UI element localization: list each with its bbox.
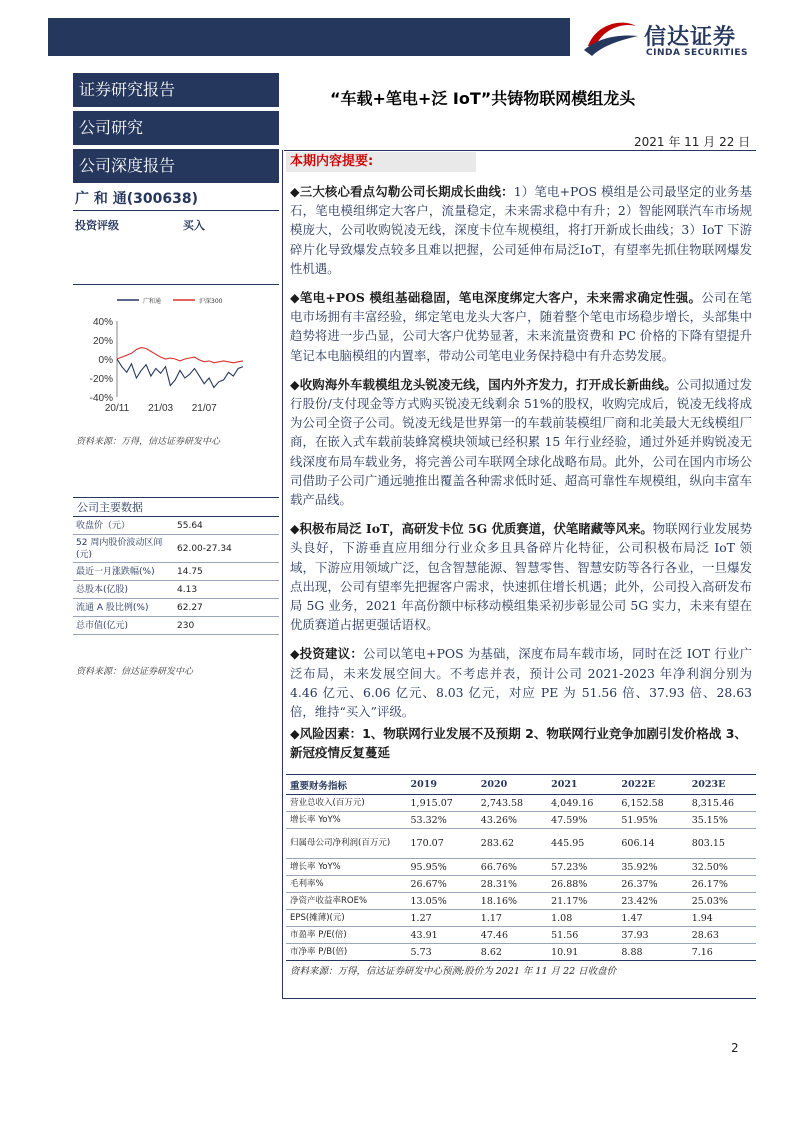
table-cell: 43.26%	[475, 812, 545, 829]
tag-company-research: 公司研究	[73, 111, 279, 145]
key-data-title: 公司主要数据	[73, 497, 279, 517]
content-border-bottom	[282, 998, 756, 999]
table-cell: 47.46	[475, 927, 545, 944]
table-cell-label: EPS(摊薄)(元)	[286, 910, 405, 927]
table-cell: 26.67%	[405, 876, 475, 893]
table-cell: 13.05%	[405, 893, 475, 910]
table-cell: 6,152.58	[615, 795, 685, 812]
table-cell: 53.32%	[405, 812, 475, 829]
risk-factors: ◆风险因素：1、物联网行业发展不及预期 2、物联网行业竞争加剧引发价格战 3、新冠疫情反复蔓延	[290, 726, 747, 760]
paragraph-heading: ◆三大核心看点勾勒公司长期成长曲线：	[290, 184, 514, 199]
paragraph-heading: ◆收购海外车载模组龙头锐凌无线，国内外齐发力，打开成长新曲线。	[290, 376, 677, 392]
table-cell: 25.03%	[686, 893, 756, 910]
table-cell: 1.08	[545, 910, 615, 927]
table-cell-label: 市净率 P/B(倍)	[286, 944, 405, 961]
table-cell: 8,315.46	[686, 795, 756, 812]
table-cell: 28.31%	[475, 876, 545, 893]
paragraph-heading: ◆投资建议：	[290, 646, 363, 662]
series-line	[117, 359, 243, 388]
content-border-left	[282, 150, 283, 998]
table-cell: 51.56	[545, 927, 615, 944]
table-cell: 606.14	[615, 829, 685, 859]
rating-row	[73, 211, 279, 241]
x-tick-label: 20/11	[104, 403, 130, 414]
legend-label: 沪深300	[199, 298, 223, 305]
rating-label: 投资评级	[75, 219, 119, 232]
paragraph-heading: ◆笔电+POS 模组基础稳固，笔电深度绑定大客户，未来需求确定性强。	[290, 290, 702, 306]
key-data-label: 总股本(亿股)	[76, 584, 129, 595]
legend-label: 广和通	[143, 298, 162, 305]
table-cell: 51.95%	[615, 812, 685, 829]
chart-source: 资料来源：万得，信达证券研发中心	[76, 437, 221, 447]
series-line	[117, 348, 243, 363]
key-data-value: 14.75	[177, 566, 203, 577]
y-tick-label: 40%	[92, 317, 113, 328]
table-cell-label: 净资产收益率ROE%	[286, 893, 405, 910]
page-number: 2	[731, 1041, 739, 1055]
key-data-label: 最近一月涨跌幅(%)	[76, 566, 155, 577]
table-cell-label: 毛利率%	[286, 876, 405, 893]
table-cell: 10.91	[545, 944, 615, 961]
summary-heading: 本期内容提要:	[286, 152, 476, 172]
table-row	[286, 944, 756, 961]
table-cell: 1.47	[615, 910, 685, 927]
table-header-cell: 2021	[545, 775, 615, 795]
table-cell: 8.62	[475, 944, 545, 961]
x-tick-label: 21/03	[148, 403, 174, 414]
table-cell: 26.88%	[545, 876, 615, 893]
table-cell: 18.16%	[475, 893, 545, 910]
y-tick-label: 20%	[92, 336, 113, 347]
table-cell: 170.07	[405, 829, 475, 859]
table-cell-label: 市盈率 P/E(倍)	[286, 927, 405, 944]
stock-price-chart	[73, 284, 279, 424]
table-cell: 32.50%	[686, 859, 756, 876]
summary-paragraph	[290, 375, 752, 509]
logo-swoosh-icon	[582, 16, 640, 58]
table-row	[286, 812, 756, 829]
table-header-cell: 2023E	[686, 775, 756, 795]
key-data-row	[73, 581, 279, 599]
key-data-row	[73, 617, 279, 635]
table-cell-label: 归属母公司净利润(百万元)	[286, 829, 405, 859]
key-data-row	[73, 563, 279, 581]
table-cell: 445.95	[545, 829, 615, 859]
key-data-value: 62.00-27.34	[177, 543, 232, 554]
table-cell: 1.17	[475, 910, 545, 927]
x-tick-label: 21/07	[191, 403, 217, 414]
table-cell: 37.93	[615, 927, 685, 944]
table-cell: 1,915.07	[405, 795, 475, 812]
table-cell: 57.23%	[545, 859, 615, 876]
table-cell: 8.88	[615, 944, 685, 961]
report-title: “车载+笔电+泛 IoT”共铸物联网模组龙头	[330, 89, 636, 108]
paragraph-text: 1）笔电+POS 模组是公司最坚定的业务基石，笔电模组绑定大客户，流量稳定，未来需求稳中有升；2）智能网联汽车市场规模庞大，公司收购锐凌无线，深度卡位车规模组，将打开新成长曲线；3）IoT 下游碎片化导致爆发点较多且难以把握，公司延伸布局泛IoT，有望率先抓住物联网爆发性机遇。	[290, 184, 753, 276]
price-chart-svg	[73, 285, 279, 425]
table-row	[286, 829, 756, 859]
key-data-value: 55.64	[177, 520, 203, 531]
key-data-row	[73, 599, 279, 617]
summary-paragraph	[290, 182, 752, 278]
table-cell: 4,049.16	[545, 795, 615, 812]
table-header-cell: 2020	[475, 775, 545, 795]
table-row	[286, 893, 756, 910]
divider	[284, 150, 756, 151]
table-cell: 21.17%	[545, 893, 615, 910]
left-sidebar	[73, 73, 279, 241]
paragraph-text: 物联网行业发展势头良好，下游垂直应用细分行业众多且具备碎片化特征，公司积极布局泛 IoT 领域，下游应用领域广泛，包含智慧能源、智慧零售、智慧安防等各行各业，一旦爆发点出现，公司有望率先把握客户需求，快速抓住增长机遇；此外，公司投入高研发布局 5G 业务，2021 年高份额中标移动模组集采初步彰显公司 5G 实力，未来有望在优质赛道占据更强话语权。	[290, 521, 752, 633]
y-tick-label: -40%	[89, 393, 113, 404]
table-header-cell: 2019	[405, 775, 475, 795]
rating-value: 买入	[182, 219, 205, 232]
table-header-cell: 重要财务指标	[286, 775, 405, 795]
table-cell: 5.73	[405, 944, 475, 961]
table-cell: 1.27	[405, 910, 475, 927]
key-data-label: 流通 A 股比例(%)	[76, 602, 149, 613]
report-date: 2021 年 11 月 22 日	[634, 135, 751, 149]
key-data-value: 4.13	[177, 584, 198, 595]
tag-securities-report: 证券研究报告	[73, 73, 279, 107]
tag-depth-report: 公司深度报告	[73, 149, 279, 183]
table-cell: 1.94	[686, 910, 756, 927]
stock-name: 广 和 通(300638)	[73, 187, 279, 211]
paragraph-text: 公司以笔电+POS 为基础，深度布局车载市场，同时在泛 IOT 行业广泛布局，未来发展空间大。不考虑并表，预计公司 2021-2023 年净利润分别为 4.46 亿元、6.06 亿元、8.03 亿元，对应 PE 为 51.56 倍、37.93 倍、28.63 倍，维持“买入”评级。	[290, 646, 752, 720]
key-data-value: 230	[177, 620, 195, 631]
table-cell: 26.17%	[686, 876, 756, 893]
table-cell: 66.76%	[475, 859, 545, 876]
y-tick-label: 0%	[98, 355, 113, 366]
summary-paragraph	[290, 519, 752, 634]
financial-table	[286, 774, 756, 961]
key-data-row	[73, 517, 279, 535]
table-cell-label: 增长率 YoY%	[286, 859, 405, 876]
key-data-row	[73, 535, 279, 563]
table-cell: 803.15	[686, 829, 756, 859]
table-row	[286, 927, 756, 944]
logo-chinese-text: 信达证券	[644, 25, 737, 50]
table-cell: 2,743.58	[475, 795, 545, 812]
key-data-source: 资料来源：信达证券研发中心	[76, 667, 194, 677]
table-header-row	[286, 775, 756, 795]
paragraph-heading: ◆积极布局泛 IoT，高研发卡位 5G 优质赛道，伏笔睹藏等风来。	[290, 521, 653, 537]
table-cell: 28.63	[686, 927, 756, 944]
paragraph-text: 公司拟通过发行股份/支付现金等方式购买锐凌无线剩余 51%的股权，收购完成后，锐凌无线将成为公司全资子公司。锐凌无线是世界第一的车载前装模组厂商和北美最大无线模组厂商，在嵌入式车载前装蜂窝模块领域已经积累 15 年行业经验，通过外延并购锐凌无线深度布局车载业务，将完善公司车联网全球化战略布局。此外，公司在国内市场公司借助子公司广通远驰推出覆盖各种需求低时延、超高可靠性车规模组，纵向丰富车载产品线。	[290, 376, 752, 508]
table-cell: 26.37%	[615, 876, 685, 893]
logo-english-text: CINDA SECURITIES	[646, 48, 748, 58]
company-logo	[582, 14, 772, 60]
table-cell-label: 营业总收入(百万元)	[286, 795, 405, 812]
table-header-cell: 2022E	[615, 775, 685, 795]
table-row	[286, 876, 756, 893]
table-cell: 7.16	[686, 944, 756, 961]
summary-body	[290, 182, 752, 731]
header-bar	[48, 18, 570, 56]
y-tick-label: -20%	[89, 374, 113, 385]
table-row	[286, 795, 756, 812]
table-cell: 95.95%	[405, 859, 475, 876]
table-cell: 35.92%	[615, 859, 685, 876]
table-source: 资料来源：万得，信达证券研发中心预测;股价为 2021 年 11 月 22 日收盘价	[290, 966, 617, 977]
table-row	[286, 859, 756, 876]
table-row	[286, 910, 756, 927]
table-cell: 47.59%	[545, 812, 615, 829]
table-cell: 23.42%	[615, 893, 685, 910]
key-data-label: 收盘价（元）	[76, 520, 131, 531]
key-data-value: 62.27	[177, 602, 203, 613]
paragraph-text: 公司在笔电市场拥有丰富经验，绑定笔电龙头大客户，随着整个笔电市场稳步增长，头部集中趋势将进一步凸显，公司大客户优势显著，未来流量资费和 PC 价格的下降有望提升笔记本电脑模组的内置率，带动公司笔电业务保持稳中有升态势发展。	[290, 290, 753, 363]
table-cell: 43.91	[405, 927, 475, 944]
key-data-label: 总市值(亿元)	[76, 620, 129, 631]
table-cell: 283.62	[475, 829, 545, 859]
summary-paragraph	[290, 644, 752, 721]
table-cell: 35.15%	[686, 812, 756, 829]
key-data-table	[73, 517, 279, 635]
key-data-label: 52 周内股价波动区间(元)	[76, 537, 163, 560]
table-cell-label: 增长率 YoY%	[286, 812, 405, 829]
summary-paragraph	[290, 288, 752, 365]
